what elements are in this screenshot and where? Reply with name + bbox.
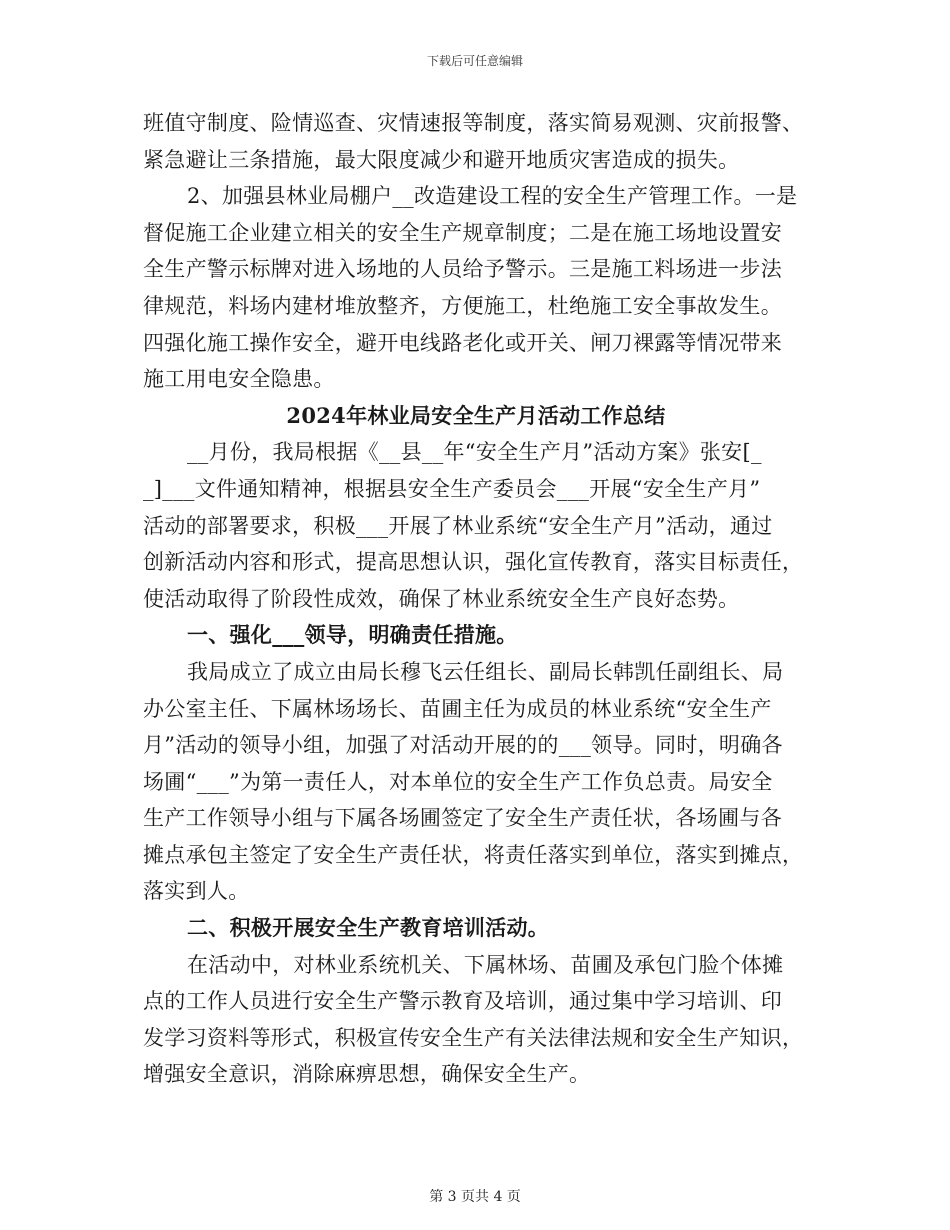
paragraph-line: 施工用电安全隐患。 <box>143 367 335 392</box>
paragraph-line: 月”活动的领导小组，加强了对活动开展的的___领导。同时，明确各 <box>143 733 783 758</box>
paragraph-line: 律规范，料场内建材堆放整齐，方便施工，杜绝施工安全事故发生。 <box>143 293 782 318</box>
paragraph-line: 点的工作人员进行安全生产警示教育及培训，通过集中学习培训、印 <box>143 989 782 1014</box>
paragraph-line: 全生产警示标牌对进入场地的人员给予警示。三是施工料场进一步法 <box>143 257 782 282</box>
paragraph-line: 增强安全意识，消除麻痹思想，确保安全生产。 <box>143 1062 591 1087</box>
paragraph-line: 创新活动内容和形式，提高思想认识，强化宣传教育，落实目标责任， <box>143 550 804 575</box>
document-body <box>143 105 809 1093</box>
section-heading: 二、积极开展安全生产教育培训活动。 <box>187 915 550 941</box>
paragraph-line: 在活动中，对林业系统机关、下属林场、苗圃及承包门脸个体摊 <box>187 952 784 977</box>
paragraph-line: __月份，我局根据《__县__年“安全生产月”活动方案》张安[_ <box>187 440 762 465</box>
section-heading: 一、强化___领导，明确责任措施。 <box>187 622 518 648</box>
paragraph-line: 四强化施工操作安全，避开电线路老化或开关、闸刀裸露等情况带来 <box>143 330 782 355</box>
paragraph-line: 摊点承包主签定了安全生产责任状，将责任落实到单位，落实到摊点， <box>143 842 804 867</box>
paragraph-line: 活动的部署要求，积极___开展了林业系统“安全生产月”活动，通过 <box>143 513 773 538</box>
paragraph-line: 2、加强县林业局棚户__改造建设工程的安全生产管理工作。一是 <box>187 184 798 209</box>
paragraph-line: 紧急避让三条措施，最大限度减少和避开地质灾害造成的损失。 <box>143 147 740 172</box>
paragraph-line: 生产工作领导小组与下属各场圃签定了安全生产责任状，各场圃与各 <box>143 806 782 831</box>
paragraph-line: 班值守制度、险情巡查、灾情速报等制度，落实简易观测、灾前报警、 <box>143 111 804 135</box>
page-number-footer: 第 3 页共 4 页 <box>429 1189 521 1205</box>
document-title: 2024年林业局安全生产月活动工作总结 <box>286 402 666 428</box>
paragraph-line: 督促施工企业建立相关的安全生产规章制度；二是在施工场地设置安 <box>143 220 782 245</box>
paragraph-line: 使活动取得了阶段性成效，确保了林业系统安全生产良好态势。 <box>143 586 740 611</box>
paragraph-line: 我局成立了成立由局长穆飞云任组长、副局长韩凯任副组长、局 <box>187 659 784 684</box>
paragraph-line: _]___文件通知精神，根据县安全生产委员会___开展“安全生产月” <box>143 476 761 501</box>
paragraph-line: 发学习资料等形式，积极宣传安全生产有关法律法规和安全生产知识， <box>143 1025 804 1050</box>
paragraph-line: 办公室主任、下属林场场长、苗圃主任为成员的林业系统“安全生产 <box>143 696 772 721</box>
page-header: 下载后可任意编辑 <box>426 54 523 68</box>
paragraph-line: 场圃“___”为第一责任人，对本单位的安全生产工作负总责。局安全 <box>143 769 773 794</box>
paragraph-line: 落实到人。 <box>143 879 250 904</box>
